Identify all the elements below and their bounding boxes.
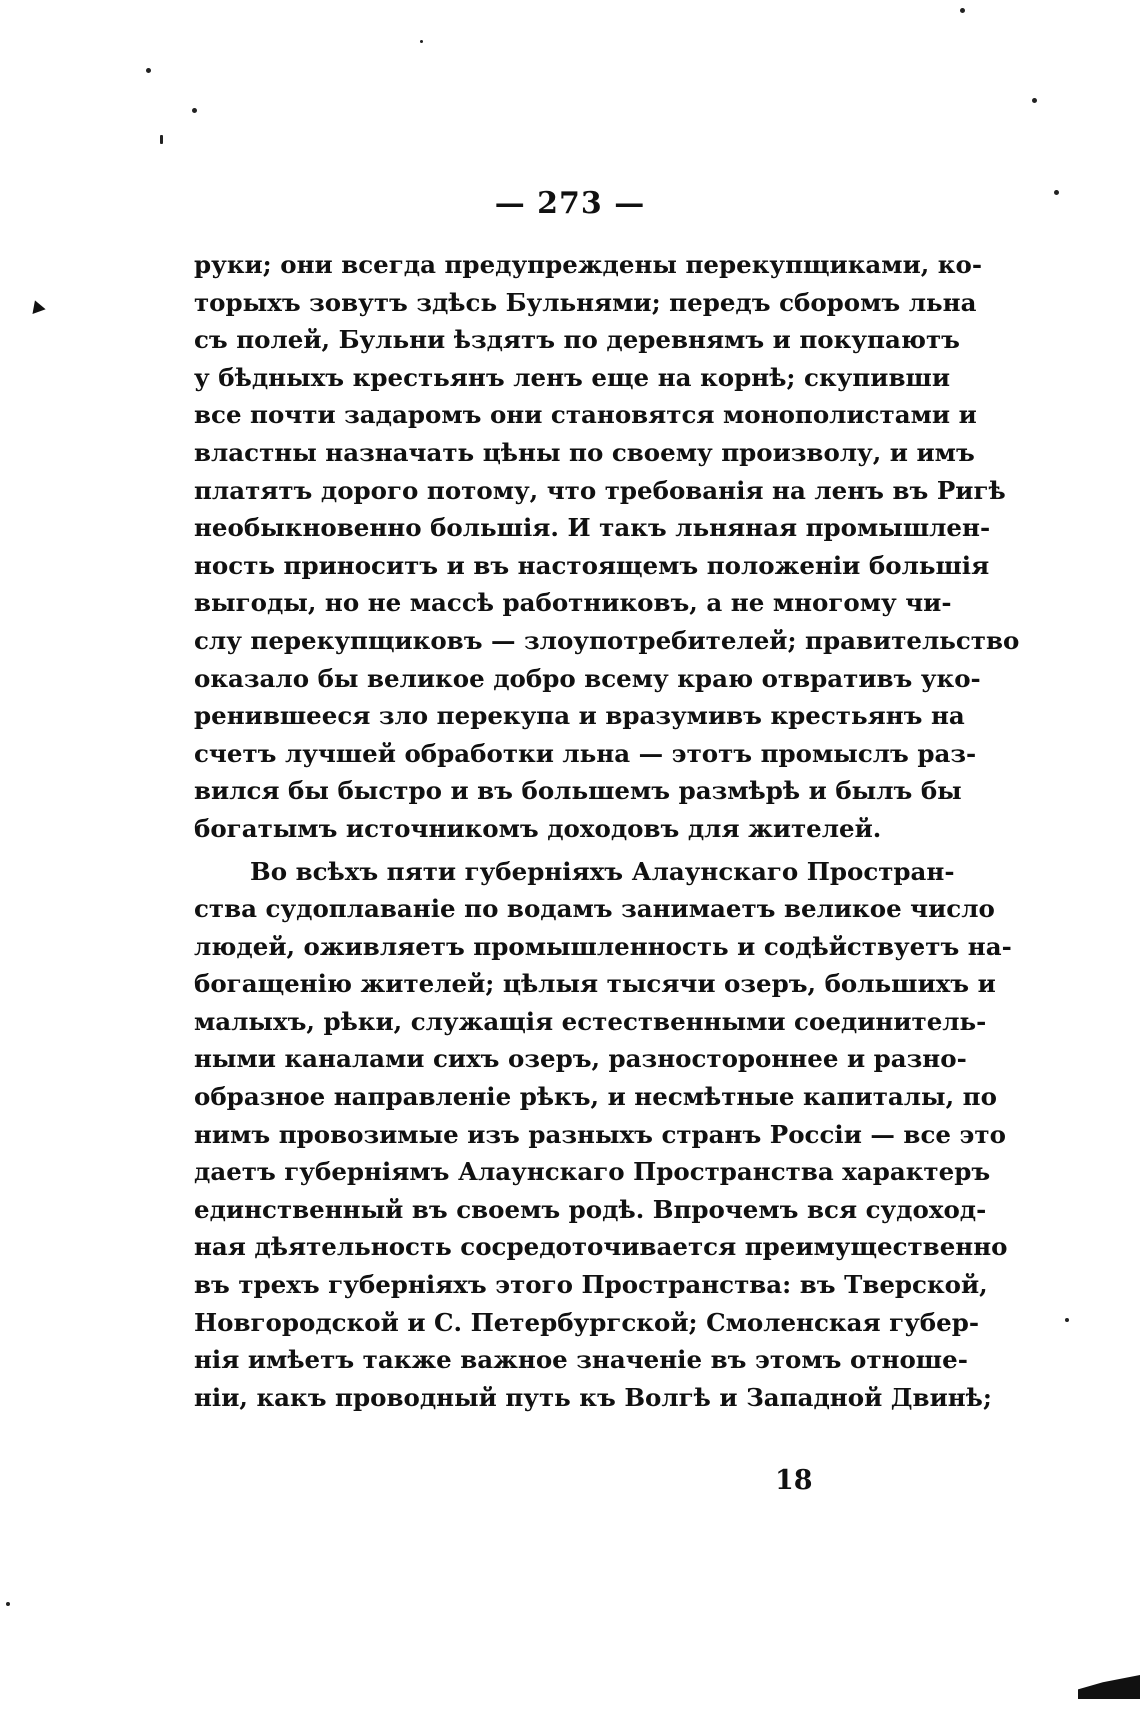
text-line: все почти задаромъ они становятся монополистами и <box>194 400 977 430</box>
body-text <box>194 246 1020 1416</box>
text-line: людей, оживляетъ промышленность и содѣйствуетъ на- <box>194 931 1012 961</box>
text-line: ніи, какъ проводный путь къ Волгѣ и Западной Двинѣ; <box>194 1382 992 1412</box>
text-line: нія имѣетъ также важное значеніе въ этомъ отноше- <box>194 1345 968 1375</box>
text-line: богащенію жителей; цѣлыя тысячи озеръ, большихъ и <box>194 969 996 999</box>
speck-icon <box>146 68 151 73</box>
paragraph-1 <box>194 246 1020 848</box>
speck-icon <box>6 1602 10 1606</box>
text-line: оказало бы великое добро всему краю отвративъ уко- <box>194 663 981 693</box>
text-line: единственный въ своемъ родѣ. Впрочемъ вся судоход- <box>194 1194 987 1224</box>
text-line: властны назначать цѣны по своему произволу, и имъ <box>194 437 975 467</box>
signature-mark: 18 <box>775 1465 813 1496</box>
text-line: ства судоплаваніе по водамъ занимаетъ великое число <box>194 894 995 924</box>
speck-icon <box>420 40 423 43</box>
text-line: необыкновенно большія. И такъ льняная промышлен- <box>194 513 991 543</box>
text-line: съ полей, Бульни ѣздятъ по деревнямъ и покупаютъ <box>194 325 960 355</box>
text-line: богатымъ источникомъ доходовъ для жителей. <box>194 813 882 843</box>
text-line: ность приноситъ и въ настоящемъ положеніи большія <box>194 550 990 580</box>
speck-icon <box>192 108 197 113</box>
text-line: Во всѣхъ пяти губерніяхъ Алаунскаго Простран- <box>250 856 955 886</box>
text-line: Новгородской и С. Петербургской; Смоленская губер- <box>194 1307 980 1337</box>
text-line: даетъ губерніямъ Алаунскаго Пространства характеръ <box>194 1157 991 1187</box>
text-line: платятъ дорого потому, что требованія на ленъ въ Ригѣ <box>194 475 1006 505</box>
speck-icon <box>1065 1318 1069 1322</box>
text-line: выгоды, но не массѣ работниковъ, а не многому чи- <box>194 588 952 618</box>
text-line: у бѣдныхъ крестьянъ ленъ еще на корнѣ; скупивши <box>194 362 950 392</box>
text-line: слу перекупщиковъ — злоупотребителей; правительство <box>194 625 1020 655</box>
text-line: ная дѣятельность сосредоточивается преимущественно <box>194 1232 1008 1262</box>
speck-icon <box>1054 190 1059 195</box>
text-line: въ трехъ губерніяхъ этого Пространства: въ Тверской, <box>194 1270 988 1300</box>
corner-smudge-icon <box>1078 1675 1140 1699</box>
page-number: — 273 — <box>494 186 646 221</box>
text-line: образное направленіе рѣкъ, и несмѣтные капиталы, по <box>194 1082 997 1112</box>
text-line: ными каналами сихъ озеръ, разностороннее и разно- <box>194 1044 967 1074</box>
margin-mark-icon <box>28 298 45 314</box>
text-line: нимъ провозимые изъ разныхъ странъ Россіи — все это <box>194 1119 1006 1149</box>
text-line: ренившееся зло перекупа и вразумивъ крестьянъ на <box>194 701 965 731</box>
text-line: руки; они всегда предупреждены перекупщиками, ко- <box>194 250 983 279</box>
text-line: торыхъ зовутъ здѣсь Бульнями; передъ сборомъ льна <box>194 287 977 317</box>
text-line: счетъ лучшей обработки льна — этотъ промыслъ раз- <box>194 738 977 768</box>
speck-icon <box>1032 98 1037 103</box>
speck-icon <box>160 135 163 144</box>
speck-icon <box>960 8 965 13</box>
text-line: малыхъ, рѣки, служащія естественными соединитель- <box>194 1006 987 1036</box>
paragraph-2 <box>194 853 1012 1417</box>
text-line: вился бы быстро и въ большемъ размѣрѣ и былъ бы <box>194 776 962 806</box>
